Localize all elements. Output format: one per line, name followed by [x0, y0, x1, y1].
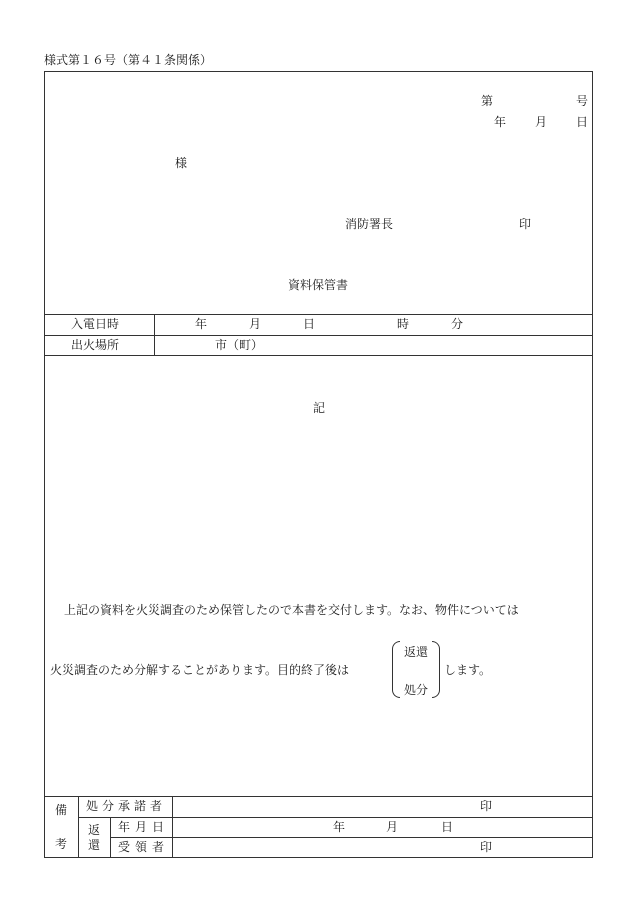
date-year-label: 年 [494, 115, 507, 129]
consent-seal: 印 [480, 799, 493, 813]
document-title: 資料保管書 [288, 278, 349, 292]
option-dispose: 処分 [404, 683, 429, 697]
fire-location-label: 出火場所 [71, 338, 120, 352]
number-suffix: 号 [576, 94, 589, 108]
body-line-2-suffix: します。 [444, 663, 492, 677]
remarks-label-2: 考 [55, 837, 68, 851]
fire-location-value: 市（町） [215, 338, 264, 352]
receiver-seal: 印 [480, 840, 493, 854]
return-date-month: 月 [386, 820, 399, 834]
remarks-row-divider [78, 817, 593, 818]
date-month-label: 月 [535, 115, 548, 129]
date-label: 年月日 [118, 820, 170, 834]
addressee-honorific: 様 [175, 156, 188, 170]
receiver-label: 受領者 [118, 840, 170, 854]
left-bracket [392, 641, 400, 698]
remarks-top-border [44, 796, 593, 797]
return-date-day: 日 [441, 820, 454, 834]
remarks-column-divider [78, 796, 79, 858]
call-time-hour: 時 [397, 317, 410, 331]
issuer-title: 消防署長 [345, 217, 394, 231]
option-return: 返還 [404, 645, 429, 659]
ki-heading: 記 [313, 401, 326, 415]
remarks-column-divider [110, 817, 111, 858]
right-bracket [432, 641, 440, 698]
call-time-day: 日 [303, 317, 316, 331]
remarks-label-1: 備 [55, 803, 68, 817]
remarks-row-divider [110, 837, 593, 838]
row-divider [44, 314, 593, 315]
row-divider [44, 355, 593, 356]
body-line-1: 上記の資料を火災調査のため保管したので本書を交付します。なお、物件については [64, 603, 519, 617]
return-label: 返還 [87, 823, 100, 852]
issuer-seal: 印 [519, 217, 532, 231]
consent-label: 処分承諾者 [86, 799, 167, 813]
call-time-month: 月 [249, 317, 262, 331]
row-divider [44, 335, 593, 336]
number-prefix: 第 [481, 94, 494, 108]
column-divider [154, 314, 155, 355]
remarks-column-divider [172, 796, 173, 858]
form-label: 様式第１６号（第４１条関係） [44, 53, 213, 67]
date-day-label: 日 [576, 115, 589, 129]
return-date-year: 年 [333, 820, 346, 834]
call-time-label: 入電日時 [71, 317, 120, 331]
form-frame [44, 71, 593, 858]
call-time-year: 年 [195, 317, 208, 331]
call-time-minute: 分 [451, 317, 464, 331]
body-line-2-prefix: 火災調査のため分解することがあります。目的終了後は [50, 663, 350, 677]
